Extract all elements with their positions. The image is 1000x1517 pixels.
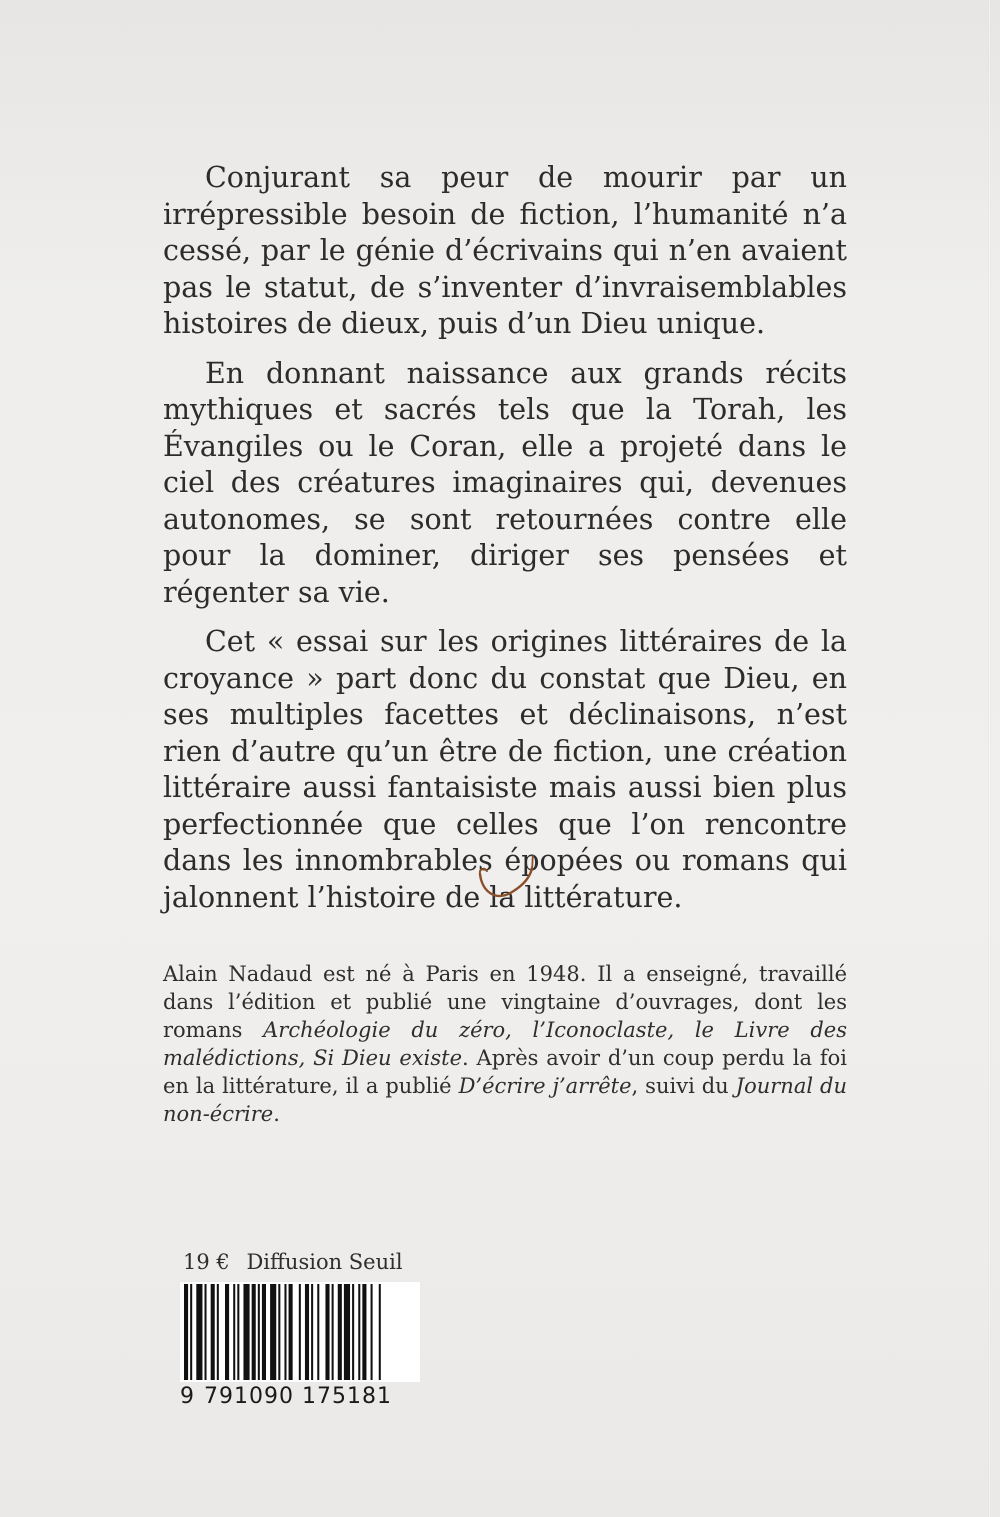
barcode-bar xyxy=(237,1284,239,1380)
barcode-digits: 791090 175181 xyxy=(204,1383,392,1409)
price-line xyxy=(183,1250,413,1274)
barcode-bar xyxy=(243,1284,249,1380)
barcode-bar xyxy=(258,1284,260,1380)
barcode-bar xyxy=(278,1284,280,1380)
bio-title-2: Journal du non-écrire xyxy=(163,1074,847,1126)
barcode-bar xyxy=(225,1284,229,1380)
bio-title-1: D’écrire j’arrête xyxy=(458,1074,632,1098)
barcode-bar xyxy=(299,1284,301,1380)
barcode-bar xyxy=(190,1284,192,1380)
blurb-text xyxy=(163,160,847,929)
barcode-bar xyxy=(352,1284,354,1380)
barcode-bar xyxy=(325,1284,329,1380)
bio-text-2: . Après avoir d’un coup perdu la foi en la littérature, il a publié xyxy=(163,1046,847,1098)
barcode-bar xyxy=(233,1284,235,1380)
barcode-bar xyxy=(379,1284,381,1380)
bio-text-3: , suivi du xyxy=(631,1074,736,1098)
author-bio xyxy=(163,960,847,1128)
barcode-bar xyxy=(305,1284,309,1380)
barcode-bar xyxy=(205,1284,207,1380)
barcode-bar xyxy=(184,1284,188,1380)
barcode-bar xyxy=(270,1284,276,1380)
barcode xyxy=(180,1282,420,1382)
barcode-bar xyxy=(262,1284,266,1380)
distributor: Diffusion Seuil xyxy=(246,1250,403,1274)
barcode-bar xyxy=(338,1284,342,1380)
barcode-bar xyxy=(311,1284,313,1380)
barcode-bar xyxy=(358,1284,360,1380)
bio-text-4: . xyxy=(273,1102,280,1126)
price: 19 € xyxy=(183,1250,230,1274)
ornament-icon xyxy=(470,852,540,907)
bio-text-1: Alain Nadaud est né à Paris en 1948. Il a enseigné, travaillé dans l’édition et publié une vingtaine d’ouvrages, dont les romans xyxy=(163,962,847,1042)
barcode-bar xyxy=(284,1284,286,1380)
bio-works: Archéologie du zéro, l’Iconoclaste, le Livre des malédictions, Si Dieu existe xyxy=(163,1018,848,1070)
barcode-bar xyxy=(317,1284,319,1380)
barcode-bar xyxy=(196,1284,202,1380)
barcode-bar xyxy=(217,1284,219,1380)
barcode-bar xyxy=(252,1284,256,1380)
barcode-bar xyxy=(332,1284,334,1380)
barcode-lead-digit: 9 xyxy=(180,1383,195,1409)
barcode-bar xyxy=(371,1284,373,1380)
barcode-bar xyxy=(344,1284,350,1380)
barcode-number xyxy=(180,1380,420,1412)
barcode-bar xyxy=(362,1284,366,1380)
barcode-bar xyxy=(289,1284,293,1380)
spine-crease xyxy=(988,0,991,1517)
barcode-bar xyxy=(211,1284,215,1380)
blurb-paragraph-2: En donnant naissance aux grands récits mythiques et sacrés tels que la Torah, les Évangiles ou le Coran, elle a projeté dans le ciel des créatures imaginaires qui, devenues autonomes, se sont retournées contre elle pour la dominer, diriger ses pensées et régenter sa vie. xyxy=(163,356,847,609)
blurb-paragraph-1: Conjurant sa peur de mourir par un irrépressible besoin de fiction, l’humanité n’a cessé, par le génie d’écrivains qui n’en avaient pas le statut, de s’inventer d’invraisemblables histoires de dieux, puis d’un Dieu unique. xyxy=(163,161,847,340)
blurb-paragraph-3: Cet « essai sur les origines littéraires de la croyance » part donc du constat que Dieu, en ses multiples facettes et déclinaisons, n’est rien d’autre qu’un être de fiction, une création littéraire aussi fantaisiste mais aussi bien plus perfectionnée que celles que l’on rencontre dans les innombrables épopées ou romans qui jalonnent l’histoire de la littérature. xyxy=(163,625,847,914)
